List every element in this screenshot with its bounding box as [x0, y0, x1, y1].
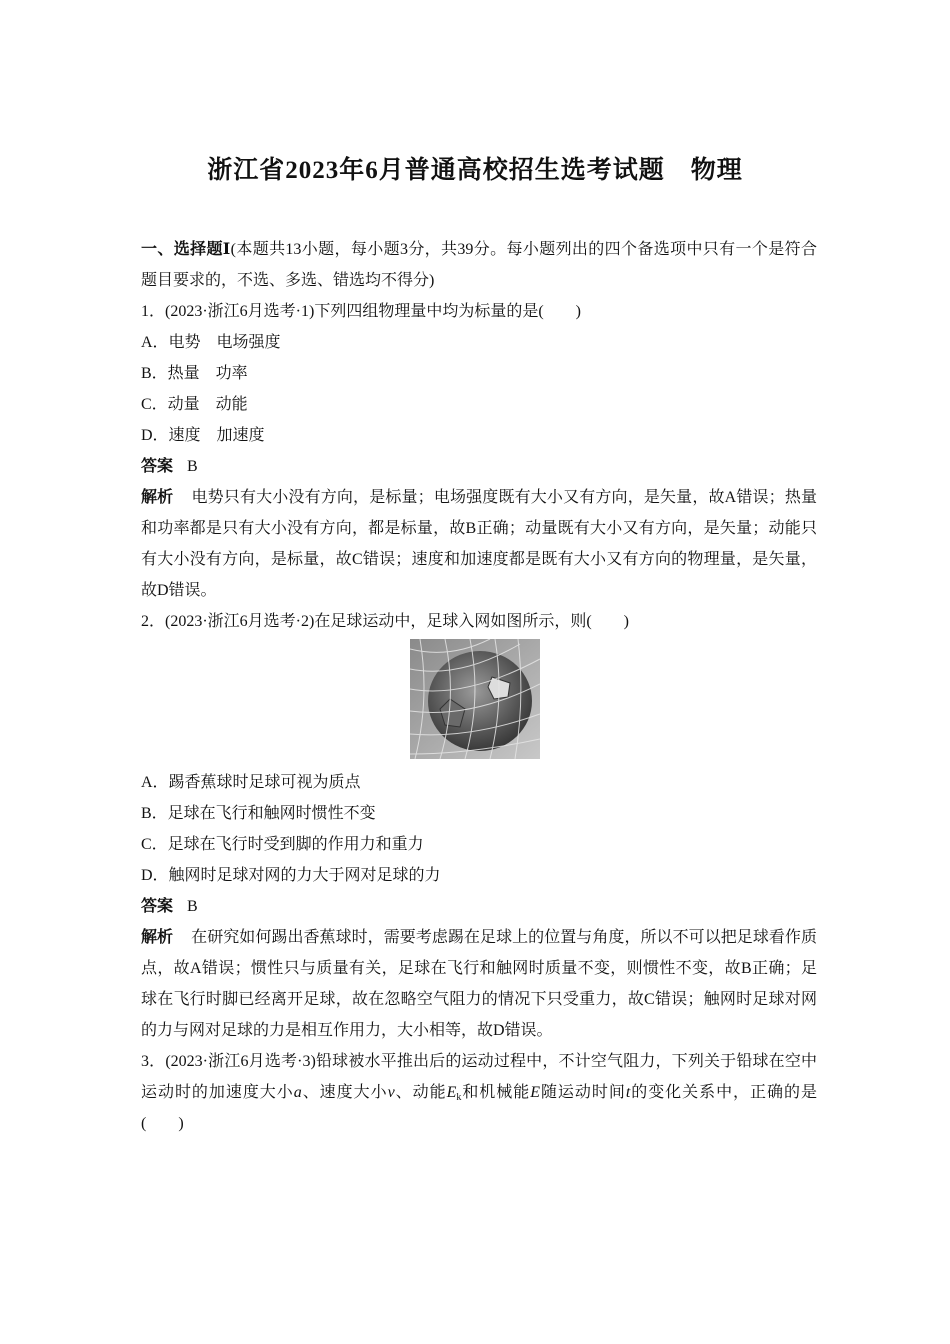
- var-ek: E: [446, 1084, 457, 1101]
- football-net-photo: [410, 639, 540, 759]
- question-2-option-b: B．足球在飞行和触网时惯性不变: [141, 805, 376, 822]
- question-2-answer: [141, 891, 817, 922]
- stem-text: 、速度大小: [301, 1084, 388, 1101]
- question-2-option-a: A．踢香蕉球时足球可视为质点: [141, 774, 361, 791]
- question-1-option-a: A．电势 电场强度: [141, 334, 281, 351]
- stem-text: 和机械能: [461, 1084, 531, 1101]
- stem-text: 、动能: [394, 1084, 447, 1101]
- stem-text: 随运动时间: [539, 1084, 626, 1101]
- analysis-label: 解析: [141, 929, 174, 946]
- section-intro-text: (本题共13小题，每小题3分，共39分。每小题列出的四个备选项中只有一个是符合题目要求的，不选、多选、错选均不得分): [141, 241, 817, 289]
- question-1-stem: 1．(2023·浙江6月选考·1)下列四组物理量中均为标量的是( ): [141, 303, 581, 320]
- question-1-option-c: C．动量 动能: [141, 396, 248, 413]
- stem-text: 3．(2023·浙江6月选考·3)铅球被水平推出后的运动过程中，不计空气阻力，下列关于铅球在空中运动时的加速度大小: [141, 1053, 817, 1101]
- question-2-stem: 2．(2023·浙江6月选考·2)在足球运动中，足球入网如图所示，则( ): [141, 613, 629, 630]
- page-title: 浙江省2023年6月普通高校招生选考试题 物理: [207, 157, 743, 184]
- question-2-option-c: C．足球在飞行时受到脚的作用力和重力: [141, 836, 424, 853]
- answer-value: B: [187, 458, 198, 475]
- var-v: v: [387, 1084, 395, 1101]
- question-1-answer: [141, 451, 817, 482]
- section-intro: [141, 234, 817, 296]
- question-2-analysis: [141, 922, 817, 1046]
- var-a: a: [293, 1084, 302, 1101]
- question-2-option-d: D．触网时足球对网的力大于网对足球的力: [141, 867, 441, 884]
- question-1-analysis: [141, 482, 817, 606]
- stem-text: 的变化关系中，正确的是( ): [141, 1084, 817, 1132]
- answer-value: B: [187, 898, 198, 915]
- question-1-option-b: B．热量 功率: [141, 365, 248, 382]
- question-3-stem: [141, 1046, 817, 1139]
- analysis-text: 在研究如何踢出香蕉球时，需要考虑踢在足球上的位置与角度，所以不可以把足球看作质点，故A错误；惯性只与质量有关，足球在飞行和触网时质量不变，则惯性不变，故B正确；足球在飞行时脚已经离开足球，故在忽略空气阻力的情况下只受重力，故C错误；触网时足球对网的力与网对足球的力是相互作用力，大小相等，故D错误。: [141, 929, 817, 1039]
- document-body: [141, 234, 817, 1139]
- var-e: E: [530, 1084, 540, 1101]
- section-heading: 一、选择题Ⅰ: [141, 241, 231, 258]
- question-1-option-d: D．速度 加速度: [141, 427, 265, 444]
- answer-label: 答案: [141, 458, 174, 475]
- answer-label: 答案: [141, 898, 174, 915]
- subscript-k: k: [456, 1092, 462, 1103]
- analysis-label: 解析: [141, 489, 174, 506]
- var-t: t: [625, 1084, 631, 1101]
- analysis-text: 电势只有大小没有方向，是标量；电场强度既有大小又有方向，是矢量，故A错误；热量和功率都是只有大小没有方向，都是标量，故B正确；动量既有大小又有方向，是矢量；动能只有大小没有方向，是标量，故C错误；速度和加速度都是既有大小又有方向的物理量，是矢量，故D错误。: [141, 489, 817, 599]
